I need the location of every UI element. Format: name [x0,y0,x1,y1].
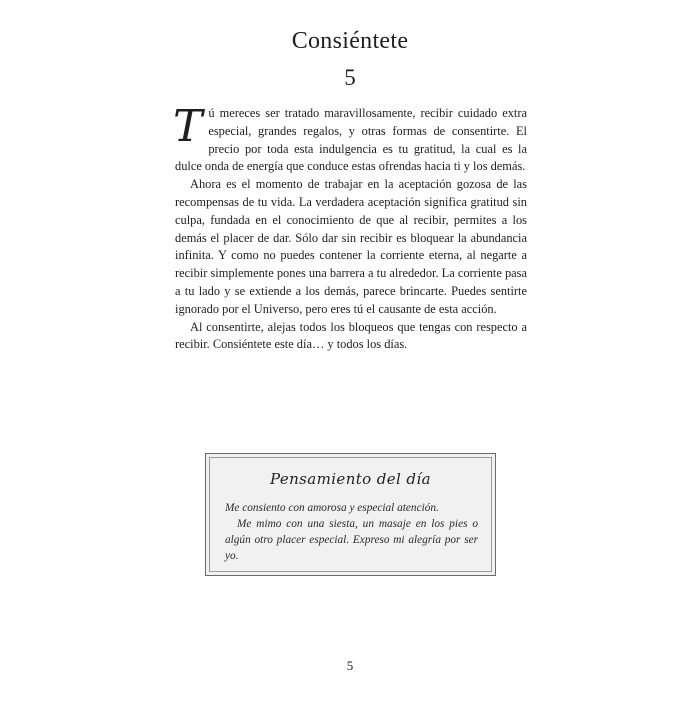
page-title: Consiéntete [291,28,409,54]
drop-cap: T [173,101,203,152]
paragraph-3: Al consentirte, alejas todos los bloqueos que tengas con respecto a recibir. Consiéntete este día… y todos los días. [175,319,527,352]
page-number: 5 [346,658,354,673]
thought-line-1: Me consiento con amorosa y especial atención. [225,502,439,514]
thought-box-title: Pensamiento del día [270,470,431,488]
paragraph-1-text: ú mereces ser tratado maravillosamente, recibir cuidado extra especial, grandes regalos, y otras formas de consentirte. El precio por toda esta indulgencia es tu gratitud, la cual es la dulce onda de energía que conduce estas ofrendas hacia ti y los demás. [175,106,527,174]
paragraph-2: Ahora es el momento de trabajar en la aceptación gozosa de las recompensas de tu vida. La verdadera aceptación significa gratitud sin culpa, fundada en el conocimiento de que al recibir, permites a los demás el placer de dar. Sólo dar sin recibir es bloquear la abundancia infinita. Y como no puedes contener la corriente eterna, al negarte a recibir simplemente pones una barrera a tu alrededor. La corriente pasa a tu lado y se extiende a los demás, parece brincarte. Puedes sentirte ignorado por el Universo, pero eres tú el causante de esta acción. [175,177,527,316]
chapter-number: 5 [344,65,356,90]
body-text [173,101,527,354]
paragraph-1 [173,101,527,176]
thought-of-the-day-box [205,453,496,576]
thought-box-body [225,500,478,564]
thought-line-2: Me mimo con una siesta, un masaje en los pies o algún otro placer especial. Expreso mi alegría por ser yo. [225,518,478,562]
